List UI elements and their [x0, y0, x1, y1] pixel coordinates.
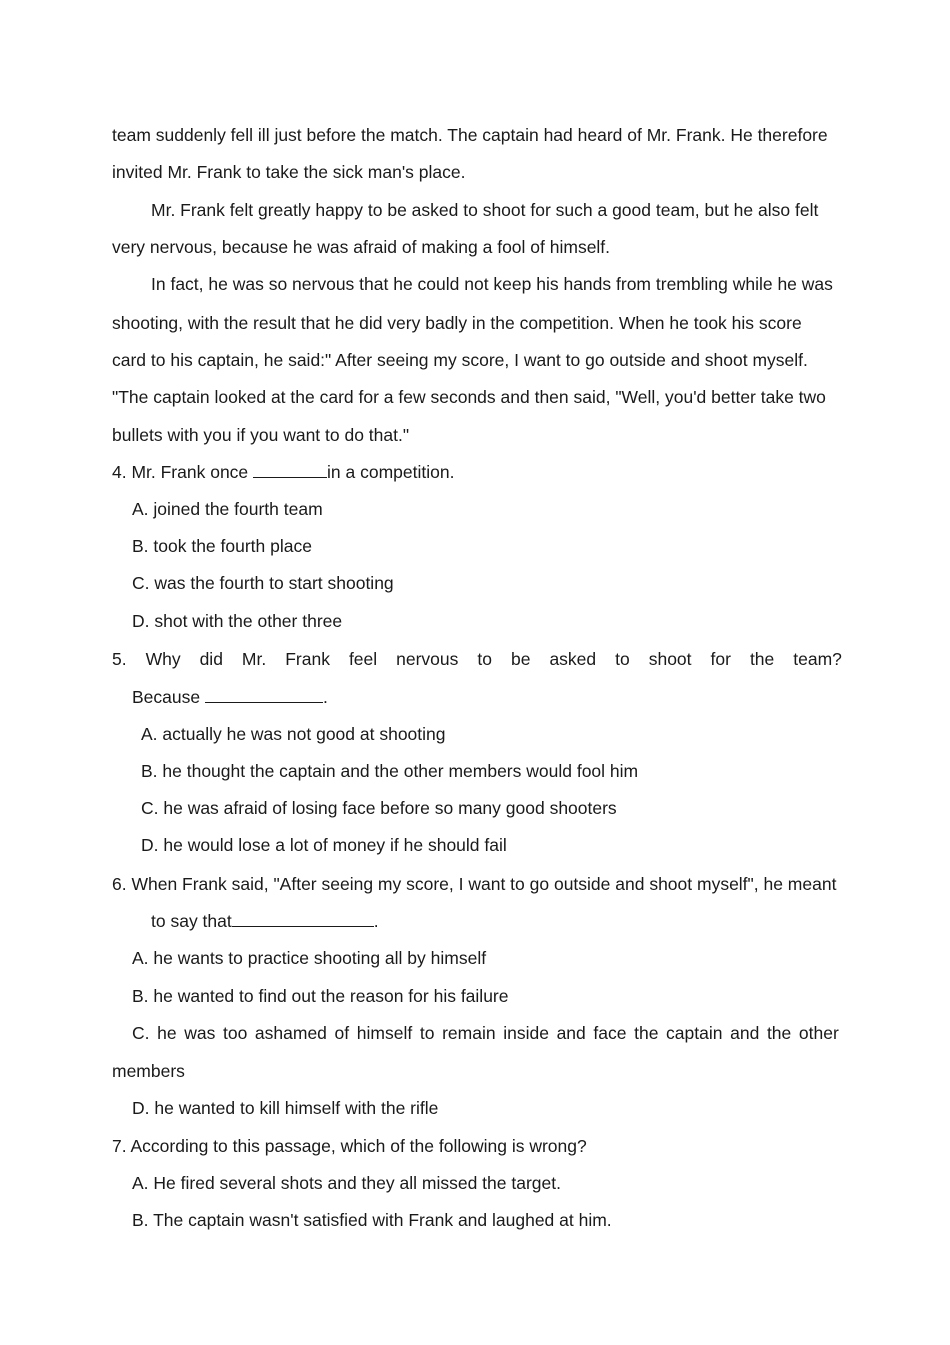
- word: and: [730, 1023, 760, 1043]
- question-text: to say that: [151, 911, 232, 931]
- word: face: [593, 1023, 627, 1043]
- question-text: .: [373, 911, 379, 931]
- answer-blank: [205, 686, 323, 703]
- word: shoot: [648, 649, 692, 669]
- word: be: [510, 649, 531, 669]
- word: himself: [356, 1023, 413, 1043]
- word: inside: [503, 1023, 549, 1043]
- question-text: 4. Mr. Frank once: [112, 462, 254, 482]
- option-a: A. he wants to practice shooting all by himself: [132, 948, 487, 968]
- option-d: D. he would lose a lot of money if he should fail: [141, 835, 507, 855]
- option-c: C. he was afraid of losing face before so many good shooters: [141, 798, 617, 818]
- passage-line: card to his captain, he said:" After seeing my score, I want to go outside and shoot myself.: [112, 350, 808, 370]
- word: the: [634, 1023, 659, 1043]
- option-b: B. he thought the captain and the other members would fool him: [141, 761, 639, 781]
- word: to: [615, 649, 630, 669]
- word: ashamed: [254, 1023, 327, 1043]
- passage-line: Mr. Frank felt greatly happy to be asked to shoot for such a good team, but he also felt: [151, 200, 819, 220]
- passage-line: bullets with you if you want to do that.": [112, 425, 410, 445]
- passage-line: invited Mr. Frank to take the sick man's place.: [112, 162, 466, 182]
- option-b: B. he wanted to find out the reason for his failure: [132, 986, 509, 1006]
- option-c: C. was the fourth to start shooting: [132, 573, 394, 593]
- word: to: [477, 649, 492, 669]
- question-6-stem: 6. When Frank said, "After seeing my score, I want to go outside and shoot myself", he meant: [112, 874, 837, 894]
- word: and: [556, 1023, 586, 1043]
- word: to: [419, 1023, 435, 1043]
- word: the: [749, 649, 775, 669]
- word: too: [222, 1023, 248, 1043]
- word: team?: [793, 649, 842, 669]
- question-7-stem: 7. According to this passage, which of the following is wrong?: [112, 1136, 587, 1156]
- answer-blank: [253, 461, 327, 478]
- option-a: A. joined the fourth team: [132, 499, 323, 519]
- word: feel: [348, 649, 378, 669]
- question-5-stem-cont: [132, 686, 328, 708]
- option-d: D. shot with the other three: [132, 611, 343, 631]
- word: he: [157, 1023, 177, 1043]
- option-c-cont: members: [112, 1061, 185, 1081]
- passage-line: team suddenly fell ill just before the match. The captain had heard of Mr. Frank. He therefore: [112, 125, 828, 145]
- word: nervous: [396, 649, 459, 669]
- word: Why: [145, 649, 181, 669]
- word: other: [798, 1023, 839, 1043]
- option-d: D. he wanted to kill himself with the rifle: [132, 1098, 439, 1118]
- question-text: Because: [132, 687, 205, 707]
- question-text: in a competition.: [327, 462, 455, 482]
- passage-line: In fact, he was so nervous that he could not keep his hands from trembling while he was: [151, 274, 833, 294]
- word: Frank: [285, 649, 330, 669]
- option-a: A. He fired several shots and they all missed the target.: [132, 1173, 561, 1193]
- option-b: B. took the fourth place: [132, 536, 312, 556]
- word: did: [199, 649, 223, 669]
- option-a: A. actually he was not good at shooting: [141, 724, 446, 744]
- option-c: [132, 1022, 839, 1044]
- word: of: [334, 1023, 350, 1043]
- word: 5.: [112, 649, 127, 669]
- answer-blank: [232, 910, 374, 927]
- question-6-stem-cont: [151, 910, 379, 932]
- word: remain: [442, 1023, 496, 1043]
- passage-line: "The captain looked at the card for a few seconds and then said, "Well, you'd better take two: [112, 387, 826, 407]
- word: C.: [132, 1023, 150, 1043]
- passage-line: shooting, with the result that he did very badly in the competition. When he took his score: [112, 313, 802, 333]
- option-b: B. The captain wasn't satisfied with Frank and laughed at him.: [132, 1210, 612, 1230]
- word: the: [766, 1023, 792, 1043]
- question-5-stem: [112, 648, 842, 670]
- word: for: [710, 649, 731, 669]
- word: was: [184, 1023, 216, 1043]
- word: Mr.: [241, 649, 267, 669]
- question-4-stem: [112, 461, 454, 483]
- passage-line: very nervous, because he was afraid of making a fool of himself.: [112, 237, 611, 257]
- word: asked: [549, 649, 597, 669]
- question-text: .: [322, 687, 328, 707]
- word: captain: [666, 1023, 723, 1043]
